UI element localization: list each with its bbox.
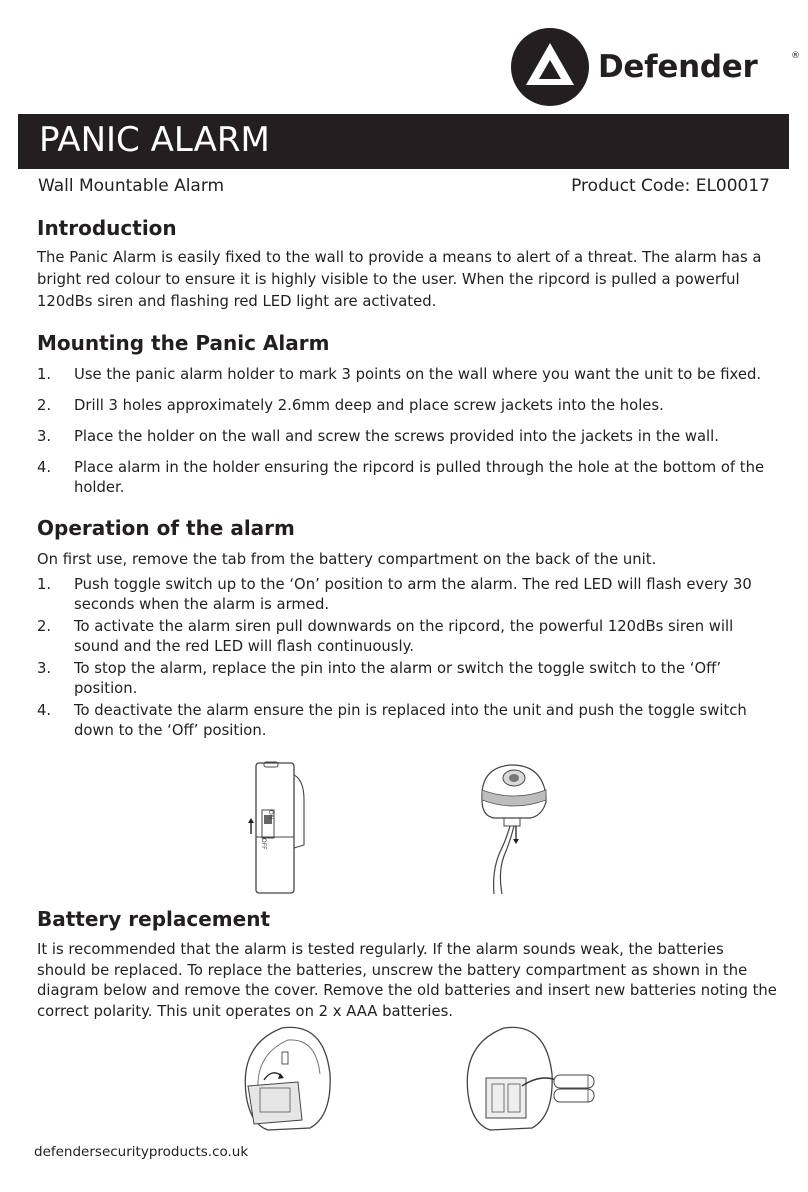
switch-on-label: ON bbox=[267, 810, 274, 820]
list-item bbox=[37, 458, 782, 498]
list-item bbox=[37, 365, 782, 385]
step-number: 4. bbox=[37, 459, 52, 476]
step-text: Push toggle switch up to the ‘On’ position to arm the alarm. The red LED will flash every 30 seconds when the alarm is armed. bbox=[74, 576, 752, 613]
battery-text: It is recommended that the alarm is tested regularly. If the alarm sounds weak, the batteries should be replaced. To replace the batteries, unscrew the battery compartment as shown in the diagram below and remove the cover. Remove the old batteries and insert new batteries noting the correct polarity. This unit operates on 2 x AAA batteries. bbox=[37, 941, 777, 1020]
step-text: Place alarm in the holder ensuring the ripcord is pulled through the hole at the bottom of the holder. bbox=[74, 459, 765, 496]
list-item bbox=[37, 396, 782, 416]
operation-heading: Operation of the alarm bbox=[37, 516, 295, 540]
title-banner bbox=[18, 114, 789, 169]
defender-logo-icon bbox=[510, 27, 590, 107]
step-number: 3. bbox=[37, 428, 52, 445]
step-number: 1. bbox=[37, 576, 52, 593]
step-text: Place the holder on the wall and screw the screws provided into the jackets in the wall. bbox=[74, 428, 719, 445]
brand-name: Defender bbox=[598, 49, 758, 85]
product-subtitle: Wall Mountable Alarm bbox=[38, 176, 225, 196]
step-text: To stop the alarm, replace the pin into the alarm or switch the toggle switch to the ‘Off’ position. bbox=[74, 660, 722, 697]
operation-intro: On first use, remove the tab from the battery compartment on the back of the unit. bbox=[37, 551, 657, 568]
introduction-text: The Panic Alarm is easily fixed to the wall to provide a means to alert of a threat. The alarm has a bright red colour to ensure it is highly visible to the user. When the ripcord is pulled a powerful 120dBs siren and flashing red LED light are activated. bbox=[37, 249, 762, 310]
list-item bbox=[37, 701, 782, 741]
step-number: 3. bbox=[37, 660, 52, 677]
step-text: Use the panic alarm holder to mark 3 points on the wall where you want the unit to be fixed. bbox=[74, 366, 762, 383]
step-number: 2. bbox=[37, 397, 52, 414]
product-code: Product Code: EL00017 bbox=[571, 176, 770, 196]
battery-compartment-open-illustration bbox=[238, 1024, 338, 1132]
mounting-heading: Mounting the Panic Alarm bbox=[37, 331, 330, 355]
switch-off-label: OFF bbox=[260, 838, 267, 850]
list-item bbox=[37, 575, 782, 615]
battery-insert-illustration bbox=[460, 1024, 610, 1132]
list-item bbox=[37, 659, 782, 699]
alarm-side-view-illustration bbox=[240, 760, 310, 896]
step-text: Drill 3 holes approximately 2.6mm deep and place screw jackets into the holes. bbox=[74, 397, 664, 414]
list-item bbox=[37, 427, 782, 447]
registered-mark: ® bbox=[791, 51, 800, 61]
step-text: To activate the alarm siren pull downwards on the ripcord, the powerful 120dBs siren will sound and the red LED will flash continuously. bbox=[74, 618, 734, 655]
step-number: 2. bbox=[37, 618, 52, 635]
battery-heading: Battery replacement bbox=[37, 907, 271, 931]
footer-url: defendersecurityproducts.co.uk bbox=[34, 1144, 249, 1160]
step-number: 4. bbox=[37, 702, 52, 719]
brand-logo bbox=[510, 26, 800, 108]
list-item bbox=[37, 617, 782, 657]
operation-steps bbox=[37, 575, 782, 743]
introduction-heading: Introduction bbox=[37, 216, 177, 240]
step-text: To deactivate the alarm ensure the pin is replaced into the unit and push the toggle switch down to the ‘Off’ position. bbox=[74, 702, 747, 739]
page-title: PANIC ALARM bbox=[39, 120, 270, 160]
mounting-steps bbox=[37, 365, 782, 509]
alarm-ripcord-illustration bbox=[470, 760, 560, 896]
step-number: 1. bbox=[37, 366, 52, 383]
